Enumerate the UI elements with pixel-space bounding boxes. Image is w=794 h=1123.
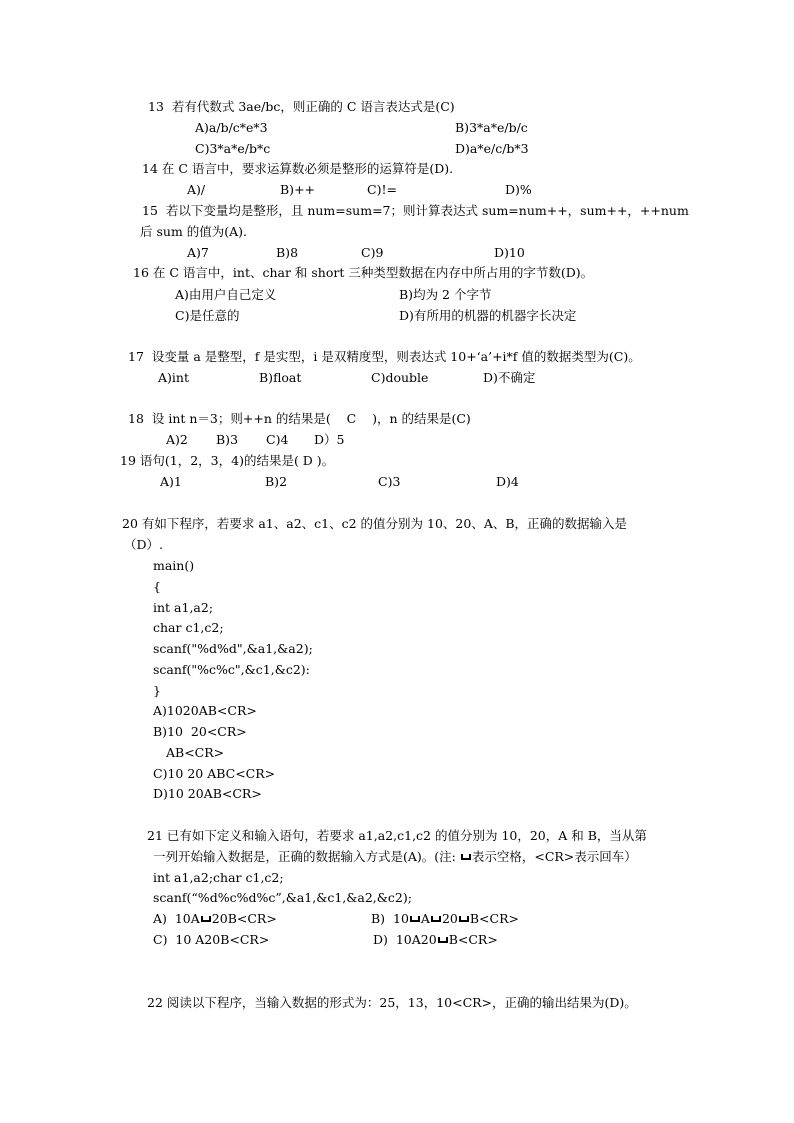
- q21-option-b-part3: 20: [441, 911, 458, 926]
- q17-option-b: B)float: [259, 370, 302, 385]
- q15-stem-line2: 后 sum 的值为(A).: [140, 224, 248, 239]
- q13-option-c: C)3*a*e/b*c: [195, 141, 271, 156]
- q19-option-b: B)2: [265, 474, 288, 489]
- q21-code-line: int a1,a2;char c1,c2;: [153, 870, 284, 885]
- q20-option-c: C)10 20 ABC<CR>: [153, 766, 276, 781]
- q14-option-d: D)%: [505, 182, 532, 197]
- q18-option-d: D）5: [314, 432, 345, 447]
- q21-option-b-part4: B<CR>: [469, 911, 519, 926]
- q21-option-d: [373, 932, 498, 948]
- q21-option-b-part2: A: [420, 911, 430, 926]
- q16-option-a: A)由用户自己定义: [175, 287, 277, 302]
- q18-option-b: B)3: [216, 432, 239, 447]
- q13-stem: 13 若有代数式 3ae/bc，则正确的 C 语言表达式是(C): [148, 99, 455, 114]
- q20-option-a: A)1020AB<CR>: [153, 703, 257, 718]
- q20-code-line: main(): [153, 558, 195, 573]
- space-symbol-icon: [438, 937, 448, 943]
- q15-option-d: D)10: [494, 245, 525, 260]
- q16-option-b: B)均为 2 个字节: [399, 287, 492, 302]
- q22-stem: 22 阅读以下程序，当输入数据的形式为：25，13，10<CR>，正确的输出结果为(D)。: [147, 995, 637, 1010]
- q21-option-d-part2: B<CR>: [448, 932, 498, 947]
- space-symbol-icon: [201, 916, 211, 922]
- q20-code-line: char c1,c2;: [153, 620, 224, 635]
- q20-code-line: {: [153, 579, 161, 594]
- q14-option-c: C)!=: [367, 182, 397, 197]
- q21-stem-line2: [153, 849, 637, 865]
- q16-option-d: D)有所用的机器的机器字长决定: [399, 308, 577, 323]
- space-symbol-icon: [461, 854, 471, 860]
- q20-code-line: }: [153, 683, 161, 698]
- q15-stem-line1: 15 若以下变量均是整形，且 num=sum=7；则计算表达式 sum=num++，sum++，++num: [142, 203, 689, 218]
- q21-option-d-part1: D) 10A20: [373, 932, 437, 947]
- q18-stem: 18 设 int n＝3；则++n 的结果是( C )，n 的结果是(C): [128, 411, 471, 426]
- q20-stem-line2: （D）.: [124, 537, 163, 552]
- q20-code-line: scanf("%d%d",&a1,&a2);: [153, 641, 313, 656]
- q21-option-b: [371, 911, 519, 927]
- q14-option-b: B)++: [280, 182, 316, 197]
- q20-stem-line1: 20 有如下程序，若要求 a1、a2、c1、c2 的值分别为 10、20、A、B，正确的数据输入是: [122, 516, 628, 531]
- q21-option-a-part2: 20B<CR>: [211, 911, 277, 926]
- q21-stem-line2-part1: 一列开始输入数据是，正确的数据输入方式是(A)。(注:: [153, 849, 460, 864]
- q13-option-a: A)a/b/c*e*3: [195, 120, 268, 135]
- q16-option-c: C)是任意的: [175, 308, 240, 323]
- q15-option-b: B)8: [276, 245, 299, 260]
- q15-option-c: C)9: [361, 245, 384, 260]
- q19-stem: 19 语句(1，2，3，4)的结果是( D )。: [120, 453, 335, 468]
- q20-code-line: int a1,a2;: [153, 600, 214, 615]
- q13-option-b: B)3*a*e/b/c: [455, 120, 528, 135]
- q13-option-d: D)a*e/c/b*3: [455, 141, 529, 156]
- space-symbol-icon: [459, 916, 469, 922]
- q14-option-a: A)/: [187, 182, 206, 197]
- space-symbol-icon: [410, 916, 420, 922]
- q17-option-a: A)int: [158, 370, 189, 385]
- q14-stem: 14 在 C 语言中，要求运算数必须是整形的运算符是(D).: [142, 161, 454, 176]
- q21-option-a: [153, 911, 277, 927]
- q21-stem-line2-part2: 表示空格，<CR>表示回车）: [471, 849, 637, 864]
- q21-option-a-part1: A) 10A: [153, 911, 200, 926]
- q20-code-line: scanf("%c%c",&c1,&c2):: [153, 662, 310, 677]
- q16-stem: 16 在 C 语言中，int、char 和 short 三种类型数据在内存中所占用的字节数(D)。: [133, 265, 594, 280]
- q21-option-c: C) 10 A20B<CR>: [153, 932, 270, 947]
- q20-option-d: D)10 20AB<CR>: [153, 786, 262, 801]
- q21-stem-line1: 21 已有如下定义和输入语句，若要求 a1,a2,c1,c2 的值分别为 10，20，A 和 B，当从第: [147, 828, 647, 843]
- q20-option-b-cont: AB<CR>: [166, 745, 225, 760]
- space-symbol-icon: [431, 916, 441, 922]
- q17-stem: 17 设变量 a 是整型，f 是实型，i 是双精度型，则表达式 10+‘a’+i*f 值的数据类型为(C)。: [128, 349, 641, 364]
- q18-option-a: A)2: [166, 432, 188, 447]
- q19-option-a: A)1: [160, 474, 182, 489]
- q18-option-c: C)4: [266, 432, 289, 447]
- q19-option-d: D)4: [496, 474, 519, 489]
- q17-option-d: D)不确定: [483, 370, 536, 385]
- q21-code-line: scanf(“%d%c%d%c”,&a1,&c1,&a2,&c2);: [153, 890, 412, 905]
- q17-option-c: C)double: [371, 370, 429, 385]
- q15-option-a: A)7: [187, 245, 209, 260]
- q21-option-b-part1: B) 10: [371, 911, 409, 926]
- q19-option-c: C)3: [378, 474, 401, 489]
- q20-option-b: B)10 20<CR>: [153, 724, 247, 739]
